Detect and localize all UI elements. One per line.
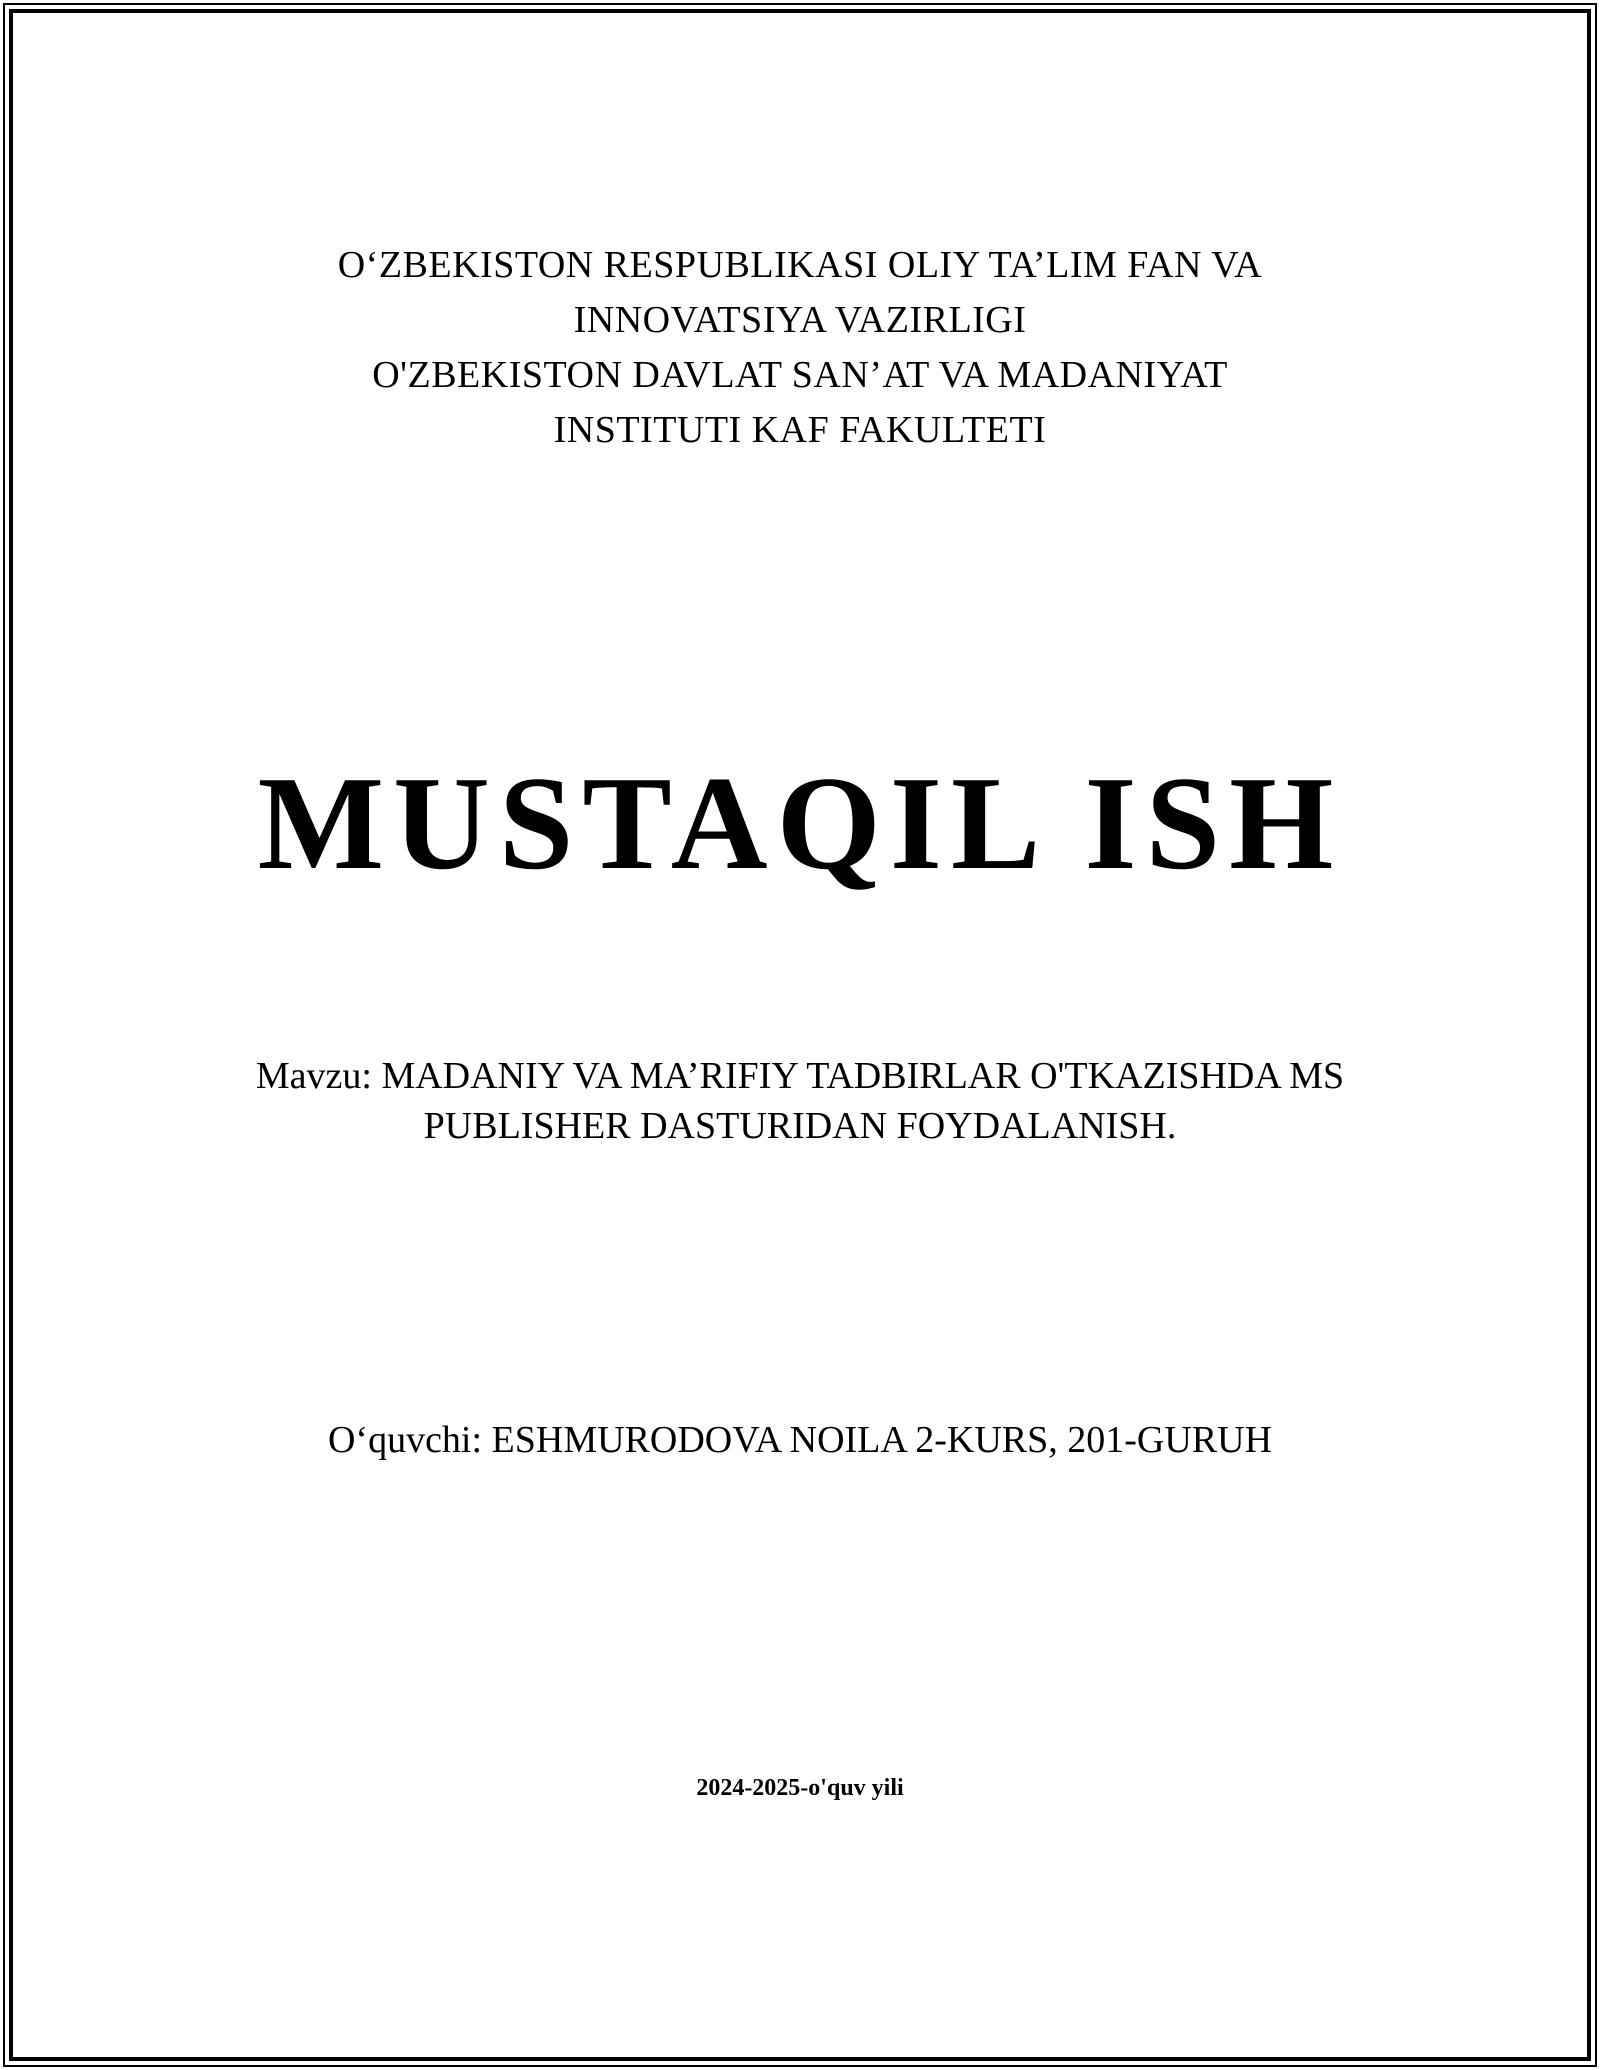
topic-line-2: PUBLISHER DASTURIDAN FOYDALANISH. [423, 1105, 1177, 1147]
document-title: MUSTAQIL ISH [257, 749, 1343, 897]
header-line-1: OʻZBEKISTON RESPUBLIKASI OLIY TA’LIM FAN VA [337, 244, 1263, 286]
header-line-3: O'ZBEKISTON DAVLAT SAN’AT VA MADANIYAT [372, 354, 1228, 396]
header-line-2: INNOVATSIYA VAZIRLIGI [573, 299, 1027, 341]
ministry-header [0, 238, 1600, 458]
academic-year: 2024-2025-o'quv yili [696, 1775, 904, 1801]
topic-block [0, 1051, 1600, 1151]
student-line: Oʻquvchi: ESHMURODOVA NOILA 2-KURS, 201-GURUH [327, 1419, 1273, 1461]
header-line-4: INSTITUTI KAF FAKULTETI [553, 409, 1047, 451]
topic-line-1: Mavzu: MADANIY VA MA’RIFIY TADBIRLAR O'TKAZISHDA MS [255, 1055, 1345, 1097]
